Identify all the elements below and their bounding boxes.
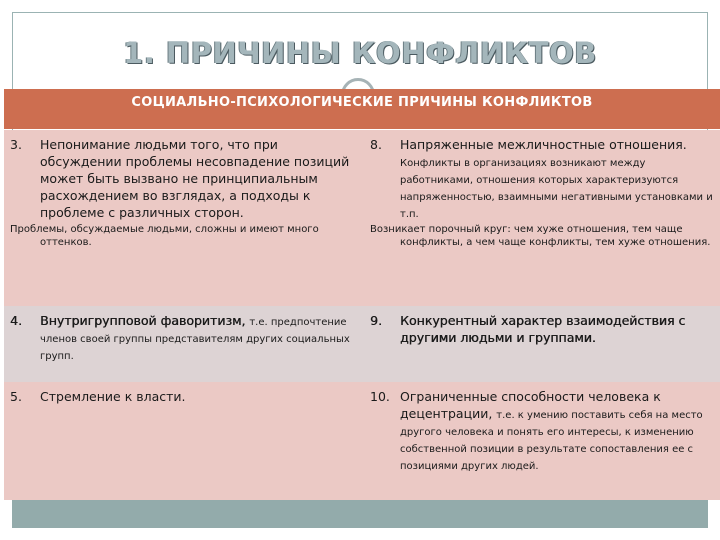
table-row — [4, 130, 720, 306]
cause-main-text: Ограниченные способности человека к децентрации, — [400, 389, 661, 421]
cause-main-text: Стремление к власти. — [40, 389, 186, 404]
cause-main-text: Напряженные межличностные отношения. — [400, 137, 687, 152]
cause-number: 8. — [370, 137, 382, 152]
cell-cause-4 — [10, 312, 360, 363]
cause-main-text: Внутригрупповой фаворитизм, — [40, 313, 246, 328]
table-row — [4, 382, 720, 500]
cause-number: 5. — [10, 389, 22, 404]
cause-detail-text: Конфликты в организациях возникают между работниками, отношения которых характеризуются напряженностью, взаимными негативными установками и т.п. — [400, 158, 713, 220]
cell-cause-8 — [370, 136, 716, 249]
cause-note: Проблемы, обсуждаемые людьми, сложны и имеют много оттенков. — [10, 224, 319, 248]
cell-cause-9 — [370, 312, 716, 346]
cause-number: 9. — [370, 313, 382, 328]
cell-cause-3 — [10, 136, 360, 249]
cause-main-text: Непонимание людьми того, что при обсуждении проблемы несовпадение позиций может быть вызвано не принципиальным расхождением во взглядах, а подходы к проблеме с различных сторон. — [40, 137, 350, 220]
cause-number: 10. — [370, 389, 390, 404]
slide-title: 1. ПРИЧИНЫ КОНФЛИКТОВ — [123, 36, 597, 70]
cause-main-text: Конкурентный характер взаимодействия с другими людьми и группами. — [400, 313, 686, 345]
table-header-label: СОЦИАЛЬНО-ПСИХОЛОГИЧЕСКИЕ ПРИЧИНЫ КОНФЛИКТОВ — [131, 95, 593, 110]
cause-detail-text: т.е. к умению поставить себя на место другого человека и понять его интересы, к изменению собственной позиции в результате сопоставления ее с позициями других людей. — [400, 410, 703, 472]
cause-number: 4. — [10, 313, 22, 328]
cell-cause-5 — [10, 388, 360, 405]
cause-detail-text: т.е. предпочтение членов своей группы представителям других социальных групп. — [40, 317, 350, 362]
cause-note: Возникает порочный круг: чем хуже отношения, тем чаще конфликты, а чем чаще конфликты, тем хуже отношения. — [370, 224, 711, 248]
cell-cause-10 — [370, 388, 716, 473]
bottom-band — [12, 500, 708, 528]
table-header — [4, 89, 720, 129]
table-row — [4, 306, 720, 382]
cause-number: 3. — [10, 137, 22, 152]
